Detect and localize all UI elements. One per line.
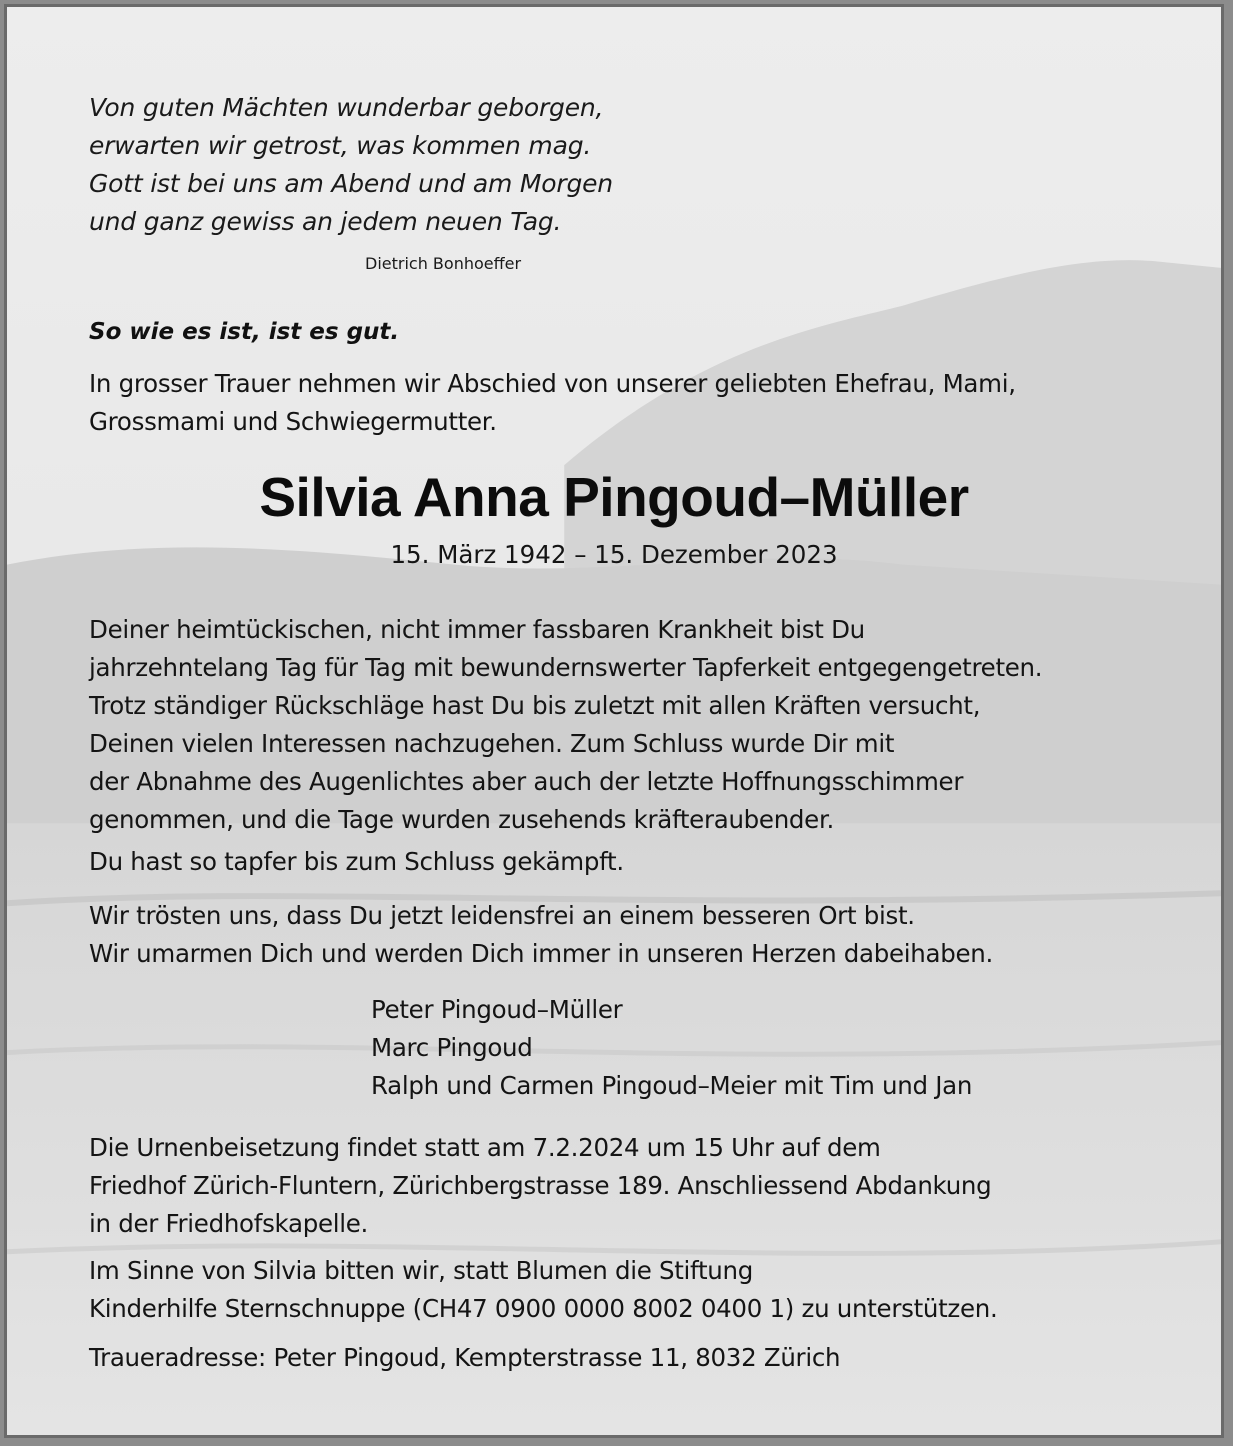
donation-line: Kinderhilfe Sternschnuppe (CH47 0900 0000 8002 0400 1) zu unterstützen. — [89, 1294, 998, 1323]
tribute-paragraph — [89, 611, 1042, 839]
intro-line: Grossmami und Schwiegermutter. — [89, 407, 497, 436]
tribute-line: der Abnahme des Augenlichtes aber auch der letzte Hoffnungsschimmer — [89, 767, 964, 796]
motto-line: erwarten wir getrost, was kommen mag. — [89, 131, 592, 160]
address-line: Traueradresse: Peter Pingoud, Kempterstrasse 11, 8032 Zürich — [89, 1343, 841, 1372]
tribute-line: genommen, und die Tage wurden zusehends kräfteraubender. — [89, 805, 834, 834]
signer: Ralph und Carmen Pingoud–Meier mit Tim und Jan — [371, 1071, 973, 1100]
tribute-line: Deinen vielen Interessen nachzugehen. Zum Schluss wurde Dir mit — [89, 729, 895, 758]
brave-line: Du hast so tapfer bis zum Schluss gekämpft. — [89, 847, 624, 876]
motto-author: Dietrich Bonhoeffer — [365, 254, 522, 273]
obituary-notice — [4, 4, 1224, 1438]
burial-paragraph — [89, 1129, 991, 1243]
donation-line: Im Sinne von Silvia bitten wir, statt Blumen die Stiftung — [89, 1256, 753, 1285]
signer: Marc Pingoud — [371, 1033, 533, 1062]
address-paragraph — [89, 1339, 840, 1377]
subheading: So wie es ist, ist es gut. — [89, 319, 400, 345]
comfort-line: Wir umarmen Dich und werden Dich immer in unseren Herzen dabeihaben. — [89, 939, 993, 968]
motto-line: Gott ist bei uns am Abend und am Morgen — [89, 169, 613, 198]
brave-paragraph — [89, 843, 624, 881]
intro-line: In grosser Trauer nehmen wir Abschied von unserer geliebten Ehefrau, Mami, — [89, 369, 1016, 398]
intro-paragraph — [89, 365, 1016, 441]
burial-line: in der Friedhofskapelle. — [89, 1209, 369, 1238]
life-dates: 15. März 1942 – 15. Dezember 2023 — [390, 540, 838, 569]
motto-line: und ganz gewiss an jedem neuen Tag. — [89, 207, 562, 236]
motto-line: Von guten Mächten wunderbar geborgen, — [89, 93, 604, 122]
deceased-name: Silvia Anna Pingoud–Müller — [259, 466, 969, 528]
comfort-paragraph — [89, 897, 993, 973]
tribute-line: Deiner heimtückischen, nicht immer fassbaren Krankheit bist Du — [89, 615, 865, 644]
tribute-line: Trotz ständiger Rückschläge hast Du bis zuletzt mit allen Kräften versucht, — [89, 691, 981, 720]
signers-list — [371, 991, 972, 1105]
comfort-line: Wir trösten uns, dass Du jetzt leidensfrei an einem besseren Ort bist. — [89, 901, 915, 930]
donation-paragraph — [89, 1252, 997, 1328]
signer: Peter Pingoud–Müller — [371, 995, 623, 1024]
burial-line: Friedhof Zürich-Fluntern, Zürichbergstrasse 189. Anschliessend Abdankung — [89, 1171, 992, 1200]
tribute-line: jahrzehntelang Tag für Tag mit bewundernswerter Tapferkeit entgegengetreten. — [89, 653, 1043, 682]
motto-quote — [89, 89, 613, 241]
burial-line: Die Urnenbeisetzung findet statt am 7.2.2024 um 15 Uhr auf dem — [89, 1133, 881, 1162]
